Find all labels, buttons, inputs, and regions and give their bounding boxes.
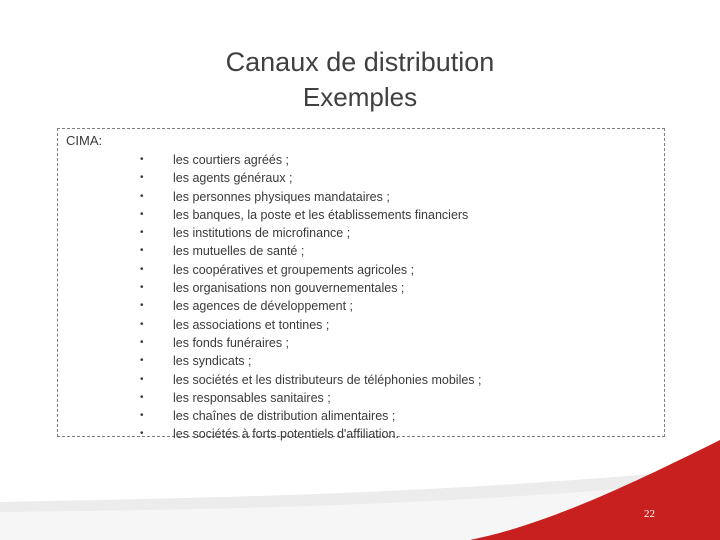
bullet-icon: • xyxy=(140,282,144,294)
bullet-icon: • xyxy=(140,300,144,312)
list-item-text: les sociétés à forts potentiels d'affiliation. xyxy=(173,427,399,442)
list-item xyxy=(58,297,664,315)
bullet-icon: • xyxy=(140,172,144,184)
bullet-icon: • xyxy=(140,154,144,165)
bullet-icon: • xyxy=(140,227,144,239)
list-item xyxy=(58,316,664,334)
list-item-text: les syndicats ; xyxy=(173,354,252,369)
list-item xyxy=(58,371,664,389)
list-item xyxy=(58,407,664,425)
list-item xyxy=(58,242,664,260)
list-item-text: les fonds funéraires ; xyxy=(173,335,290,350)
bullet-icon: • xyxy=(140,410,144,422)
bullet-icon: • xyxy=(140,336,144,348)
slide-subtitle: Exemples xyxy=(302,82,418,112)
list-item-text: les agences de développement ; xyxy=(173,299,353,314)
list-item-text: les institutions de microfinance ; xyxy=(173,226,351,241)
list-item xyxy=(58,279,664,297)
bullet-icon: • xyxy=(140,263,144,275)
bullet-icon: • xyxy=(140,208,144,220)
list-item-text: les chaînes de distribution alimentaires ; xyxy=(173,409,396,424)
bullet-icon: • xyxy=(140,391,144,403)
section-label: CIMA: xyxy=(66,133,103,148)
list-item-text: les associations et tontines ; xyxy=(173,317,330,332)
list-item-text: les personnes physiques mandataires ; xyxy=(173,189,390,204)
list-item-text: les mutuelles de santé ; xyxy=(173,244,305,259)
content-box xyxy=(57,128,665,442)
bullet-icon: • xyxy=(140,318,144,330)
bullet-list xyxy=(58,151,664,444)
list-item xyxy=(58,352,664,370)
list-item-text: les organisations non gouvernementales ; xyxy=(173,281,405,296)
list-item xyxy=(58,188,664,206)
list-item-text: les agents généraux ; xyxy=(173,171,293,186)
list-item xyxy=(58,334,664,352)
list-item-text: les courtiers agréés ; xyxy=(173,153,290,167)
bullet-icon: • xyxy=(140,245,144,257)
list-item-text: les coopératives et groupements agricoles ; xyxy=(173,262,415,277)
list-item xyxy=(58,224,664,242)
page-number: 22 xyxy=(644,508,655,520)
list-item xyxy=(58,169,664,187)
list-item-text: les banques, la poste et les établissements financiers xyxy=(173,207,469,222)
list-item-text: les sociétés et les distributeurs de téléphonies mobiles ; xyxy=(173,372,482,387)
list-item xyxy=(58,151,664,169)
bullet-icon: • xyxy=(140,373,144,385)
bullet-icon: • xyxy=(140,190,144,202)
bullet-icon: • xyxy=(140,428,144,440)
list-item-text: les responsables sanitaires ; xyxy=(173,390,331,405)
list-item xyxy=(58,389,664,407)
slide-title-block xyxy=(0,44,720,114)
list-item xyxy=(58,206,664,224)
list-item xyxy=(58,261,664,279)
slide-title: Canaux de distribution xyxy=(225,47,495,77)
bullet-icon: • xyxy=(140,355,144,367)
decorative-swoosh xyxy=(0,440,720,540)
